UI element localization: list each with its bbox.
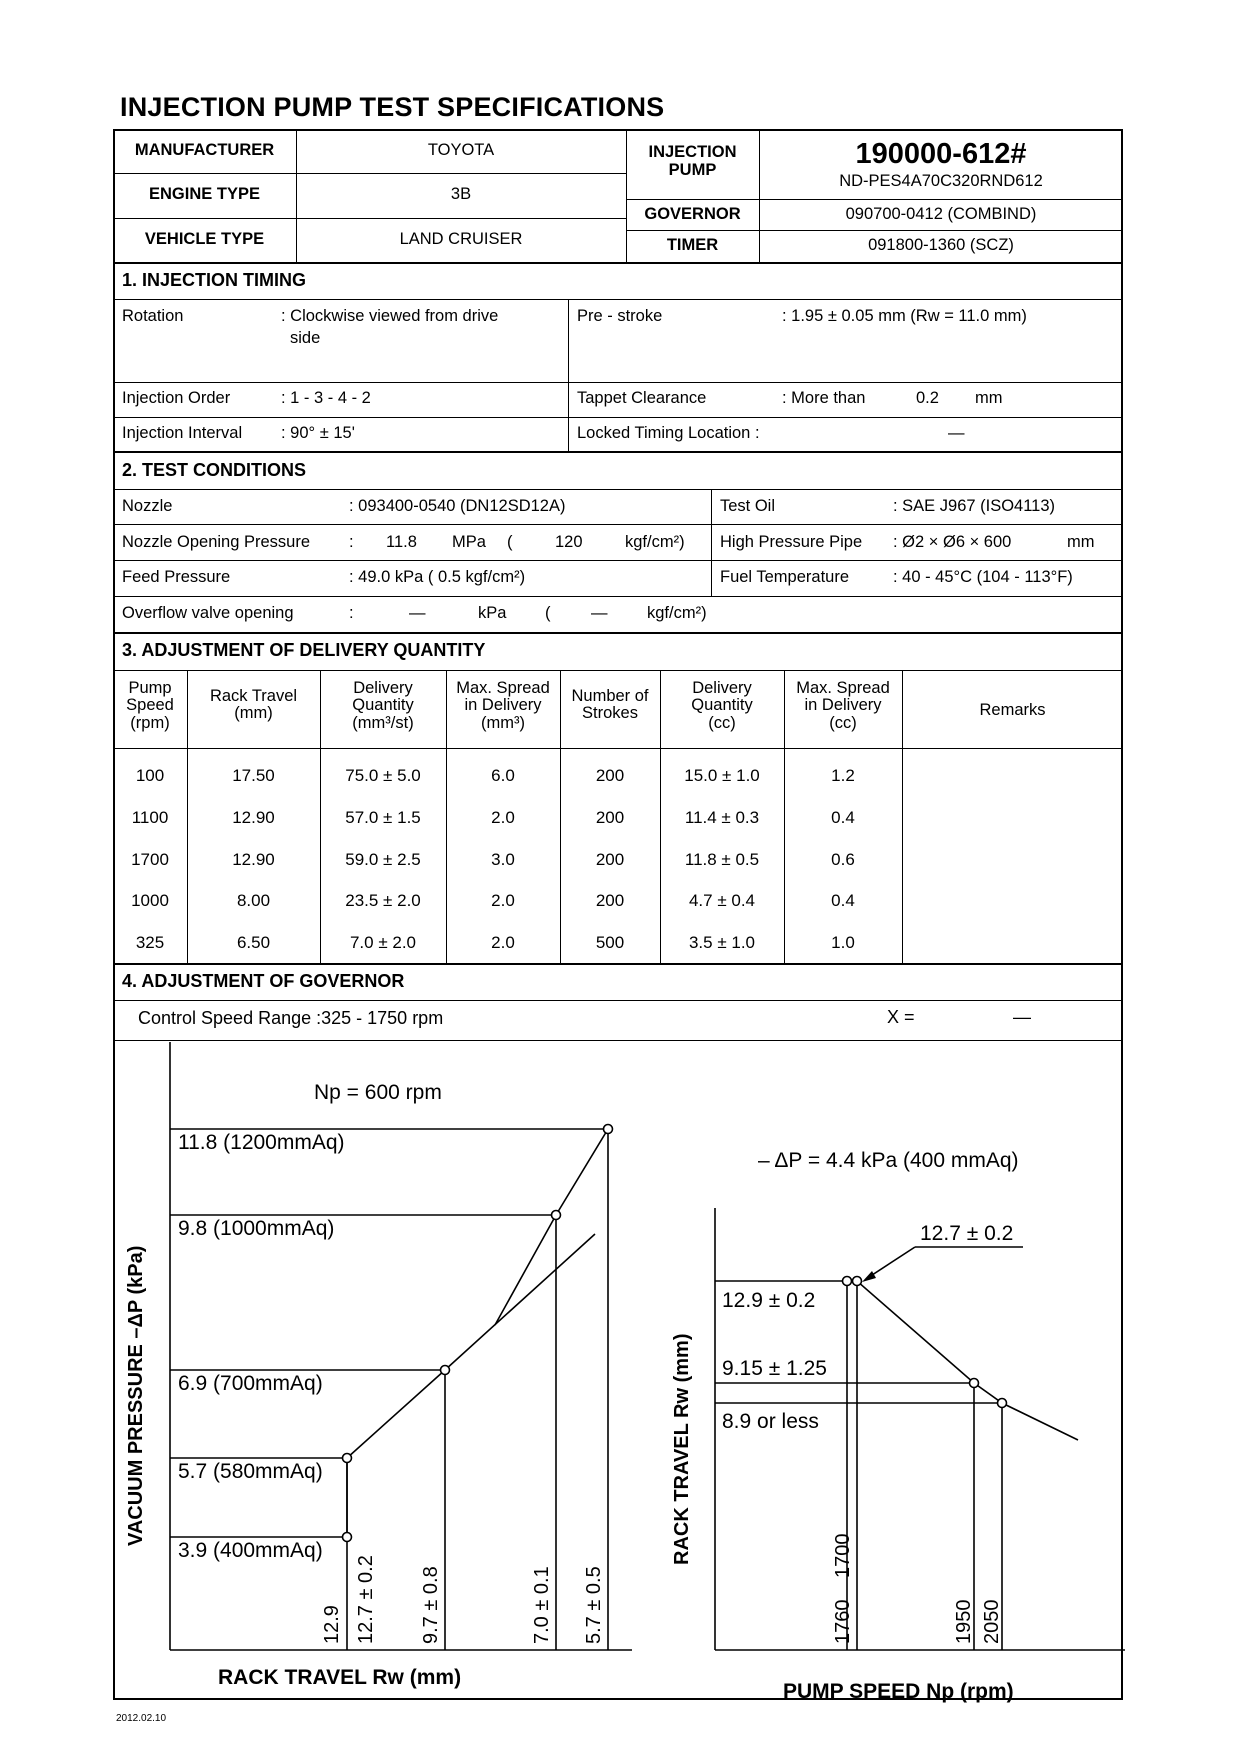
high-pressure-pipe-label: High Pressure Pipe bbox=[720, 533, 863, 551]
manufacturer-value: TOYOTA bbox=[427, 141, 495, 159]
x-label: X = bbox=[887, 1007, 915, 1027]
cell-pump-speed: 1700 bbox=[131, 850, 169, 869]
overflow-valve-kgf: — bbox=[591, 604, 608, 622]
rack-label: 12.7 ± 0.2 bbox=[355, 1555, 377, 1644]
nozzle-label: Nozzle bbox=[122, 497, 173, 515]
rotation-value-2: side bbox=[290, 329, 321, 347]
col-header-max-spread-cc: Max. Spread in Delivery (cc) bbox=[796, 679, 890, 732]
cell-rack-travel: 17.50 bbox=[232, 766, 275, 785]
cell-spread-mm3: 2.0 bbox=[491, 933, 515, 952]
pre-stroke-value: : 1.95 ± 0.05 mm (Rw = 11.0 mm) bbox=[782, 307, 1027, 325]
pre-stroke-label: Pre - stroke bbox=[577, 307, 663, 325]
rack-label: 5.7 ± 0.5 bbox=[583, 1566, 605, 1644]
cell-rack-travel: 8.00 bbox=[236, 891, 271, 910]
left-chart-curve-upper bbox=[495, 1129, 608, 1325]
delivery-heading: 3. ADJUSTMENT OF DELIVERY QUANTITY bbox=[122, 640, 486, 660]
engine-type-label: ENGINE TYPE bbox=[149, 185, 260, 203]
speed-label: 2050 bbox=[981, 1599, 1003, 1644]
tappet-unit: mm bbox=[975, 389, 1003, 407]
cell-delivery-cc: 11.8 ± 0.5 bbox=[684, 850, 760, 869]
cell-pump-speed: 1000 bbox=[131, 891, 169, 910]
cell-pump-speed: 325 bbox=[135, 933, 165, 952]
rack-label: 7.0 ± 0.1 bbox=[531, 1566, 553, 1644]
level-label: 5.7 (580mmAq) bbox=[178, 1460, 323, 1483]
cell-strokes: 200 bbox=[595, 808, 625, 827]
tappet-label: Tappet Clearance bbox=[577, 389, 707, 407]
cell-strokes: 500 bbox=[595, 933, 625, 952]
right-chart-curve bbox=[847, 1281, 1078, 1440]
engine-type-value: 3B bbox=[450, 185, 472, 203]
level-label: 12.9 ± 0.2 bbox=[722, 1289, 816, 1312]
feed-pressure-label: Feed Pressure bbox=[122, 568, 231, 586]
tappet-prefix: : More than bbox=[782, 389, 866, 407]
cell-pump-speed: 1100 bbox=[131, 808, 169, 827]
cell-delivery-mm3: 7.0 ± 2.0 bbox=[349, 933, 417, 952]
cell-spread-cc: 0.4 bbox=[831, 891, 855, 910]
level-label: 8.9 or less bbox=[722, 1410, 819, 1433]
point bbox=[998, 1399, 1007, 1408]
cell-delivery-cc: 11.4 ± 0.3 bbox=[684, 808, 760, 827]
point bbox=[970, 1379, 979, 1388]
right-chart-y-label: RACK TRAVEL Rw (mm) bbox=[671, 1333, 693, 1565]
high-pressure-pipe-unit: mm bbox=[1067, 533, 1095, 551]
overflow-valve-kpa-unit: kPa bbox=[478, 604, 507, 622]
cell-spread-mm3: 3.0 bbox=[491, 850, 515, 869]
cell-delivery-mm3: 57.0 ± 1.5 bbox=[345, 808, 421, 827]
pump-code: ND-PES4A70C320RND612 bbox=[839, 172, 1043, 190]
fuel-temperature-label: Fuel Temperature bbox=[720, 568, 850, 586]
cell-spread-cc: 1.0 bbox=[831, 933, 855, 952]
level-label: 9.8 (1000mmAq) bbox=[178, 1217, 335, 1240]
left-chart-curve bbox=[347, 1234, 595, 1537]
point bbox=[552, 1211, 561, 1220]
point bbox=[441, 1366, 450, 1375]
point bbox=[843, 1277, 852, 1286]
injection-order-label: Injection Order bbox=[122, 389, 231, 407]
level-label: 11.8 (1200mmAq) bbox=[178, 1131, 345, 1154]
col-header-delivery-quantity-mm3: Delivery Quantity (mm³/st) bbox=[352, 679, 414, 732]
nozzle-opening-pressure-mpa-unit: MPa bbox=[452, 533, 486, 551]
left-chart-x-label: RACK TRAVEL Rw (mm) bbox=[218, 1666, 462, 1689]
right-chart-x-label: PUMP SPEED Np (rpm) bbox=[783, 1680, 1014, 1703]
rack-label: 9.7 ± 0.8 bbox=[420, 1566, 442, 1644]
rotation-label: Rotation bbox=[122, 307, 184, 325]
test-oil-label: Test Oil bbox=[720, 497, 776, 515]
fuel-temperature-value: : 40 - 45°C (104 - 113°F) bbox=[893, 568, 1073, 586]
nozzle-opening-pressure-kgf: 120 bbox=[555, 533, 583, 551]
tappet-value: 0.2 bbox=[916, 389, 939, 407]
timer-value: 091800-1360 (SCZ) bbox=[868, 236, 1014, 254]
point bbox=[343, 1533, 352, 1542]
point bbox=[343, 1454, 352, 1463]
control-speed-range: Control Speed Range :325 - 1750 rpm bbox=[138, 1008, 444, 1028]
vehicle-type-value: LAND CRUISER bbox=[399, 230, 523, 248]
point bbox=[853, 1277, 862, 1286]
overflow-valve-colon: : bbox=[349, 604, 354, 622]
injection-timing-heading: 1. INJECTION TIMING bbox=[122, 270, 307, 290]
cell-spread-mm3: 2.0 bbox=[491, 891, 515, 910]
left-chart-title: Np = 600 rpm bbox=[314, 1081, 442, 1104]
cell-spread-mm3: 6.0 bbox=[491, 766, 515, 785]
locked-timing-label: Locked Timing Location : bbox=[577, 424, 760, 442]
callout-arrowhead bbox=[862, 1271, 876, 1282]
col-header-delivery-quantity-cc: Delivery Quantity (cc) bbox=[691, 679, 753, 732]
vehicle-type-label: VEHICLE TYPE bbox=[144, 230, 265, 248]
level-label: 9.15 ± 1.25 bbox=[722, 1357, 827, 1380]
part-number: 190000-612# bbox=[855, 138, 1027, 170]
nozzle-opening-pressure-colon: : bbox=[349, 533, 354, 551]
speed-label: 1700 bbox=[832, 1533, 854, 1578]
cell-spread-cc: 0.6 bbox=[831, 850, 855, 869]
x-value: — bbox=[1013, 1007, 1031, 1027]
test-oil-value: : SAE J967 (ISO4113) bbox=[893, 497, 1056, 515]
page-title: INJECTION PUMP TEST SPECIFICATIONS bbox=[120, 92, 665, 122]
injection-pump-label: INJECTION PUMP bbox=[648, 143, 737, 180]
cell-rack-travel: 12.90 bbox=[232, 850, 275, 869]
injection-interval-label: Injection Interval bbox=[122, 424, 243, 442]
feed-pressure-value: : 49.0 kPa ( 0.5 kgf/cm²) bbox=[349, 568, 526, 586]
nozzle-opening-pressure-paren: ( bbox=[507, 533, 513, 551]
cell-delivery-cc: 3.5 ± 1.0 bbox=[688, 933, 756, 952]
nozzle-opening-pressure-mpa: 11.8 bbox=[386, 533, 417, 551]
timer-label: TIMER bbox=[666, 236, 719, 254]
speed-label: 1760 bbox=[832, 1599, 854, 1644]
rack-label: 12.9 bbox=[321, 1605, 343, 1644]
cell-delivery-mm3: 75.0 ± 5.0 bbox=[345, 766, 421, 785]
level-label: 6.9 (700mmAq) bbox=[178, 1372, 323, 1395]
cell-strokes: 200 bbox=[595, 891, 625, 910]
cell-spread-cc: 1.2 bbox=[831, 766, 855, 785]
overflow-valve-paren: ( bbox=[545, 604, 551, 622]
locked-timing-value: — bbox=[948, 424, 965, 442]
overflow-valve-kgf-unit: kgf/cm²) bbox=[647, 604, 707, 622]
governor-heading: 4. ADJUSTMENT OF GOVERNOR bbox=[122, 971, 405, 991]
governor-value: 090700-0412 (COMBIND) bbox=[845, 205, 1037, 223]
col-header-strokes: Number of Strokes bbox=[571, 687, 649, 723]
left-chart-y-label: VACUUM PRESSURE –ΔP (kPa) bbox=[125, 1245, 147, 1546]
high-pressure-pipe-value: : Ø2 × Ø6 × 600 bbox=[893, 533, 1012, 551]
nozzle-opening-pressure-label: Nozzle Opening Pressure bbox=[122, 533, 311, 551]
cell-delivery-cc: 15.0 ± 1.0 bbox=[684, 766, 760, 785]
nozzle-value: : 093400-0540 (DN12SD12A) bbox=[349, 497, 566, 515]
col-header-max-spread-mm3: Max. Spread in Delivery (mm³) bbox=[456, 679, 550, 732]
cell-rack-travel: 6.50 bbox=[236, 933, 271, 952]
nozzle-opening-pressure-kgf-unit: kgf/cm²) bbox=[625, 533, 685, 551]
overflow-valve-kpa: — bbox=[409, 604, 426, 622]
governor-label: GOVERNOR bbox=[644, 205, 741, 223]
injection-interval-value: : 90° ± 15' bbox=[281, 424, 355, 442]
point bbox=[604, 1125, 613, 1134]
speed-label: 1950 bbox=[953, 1599, 975, 1644]
col-header-rack-travel: Rack Travel (mm) bbox=[209, 687, 298, 723]
cell-pump-speed: 100 bbox=[135, 766, 165, 785]
cell-strokes: 200 bbox=[595, 850, 625, 869]
col-header-remarks: Remarks bbox=[979, 701, 1046, 719]
cell-strokes: 200 bbox=[595, 766, 625, 785]
rotation-value-1: : Clockwise viewed from drive bbox=[281, 307, 499, 325]
right-chart-title: – ΔP = 4.4 kPa (400 mmAq) bbox=[758, 1149, 1019, 1172]
test-conditions-heading: 2. TEST CONDITIONS bbox=[122, 460, 307, 480]
cell-delivery-cc: 4.7 ± 0.4 bbox=[688, 891, 756, 910]
callout-label: 12.7 ± 0.2 bbox=[920, 1222, 1014, 1245]
level-label: 3.9 (400mmAq) bbox=[178, 1539, 323, 1562]
footer-date: 2012.02.10 bbox=[116, 1713, 167, 1724]
cell-delivery-mm3: 23.5 ± 2.0 bbox=[345, 891, 421, 910]
cell-spread-mm3: 2.0 bbox=[491, 808, 515, 827]
injection-order-value: : 1 - 3 - 4 - 2 bbox=[281, 389, 371, 407]
manufacturer-label: MANUFACTURER bbox=[134, 141, 275, 159]
cell-delivery-mm3: 59.0 ± 2.5 bbox=[345, 850, 421, 869]
cell-spread-cc: 0.4 bbox=[831, 808, 855, 827]
col-header-pump-speed: Pump Speed (rpm) bbox=[126, 679, 174, 732]
overflow-valve-label: Overflow valve opening bbox=[122, 604, 294, 622]
cell-rack-travel: 12.90 bbox=[232, 808, 275, 827]
